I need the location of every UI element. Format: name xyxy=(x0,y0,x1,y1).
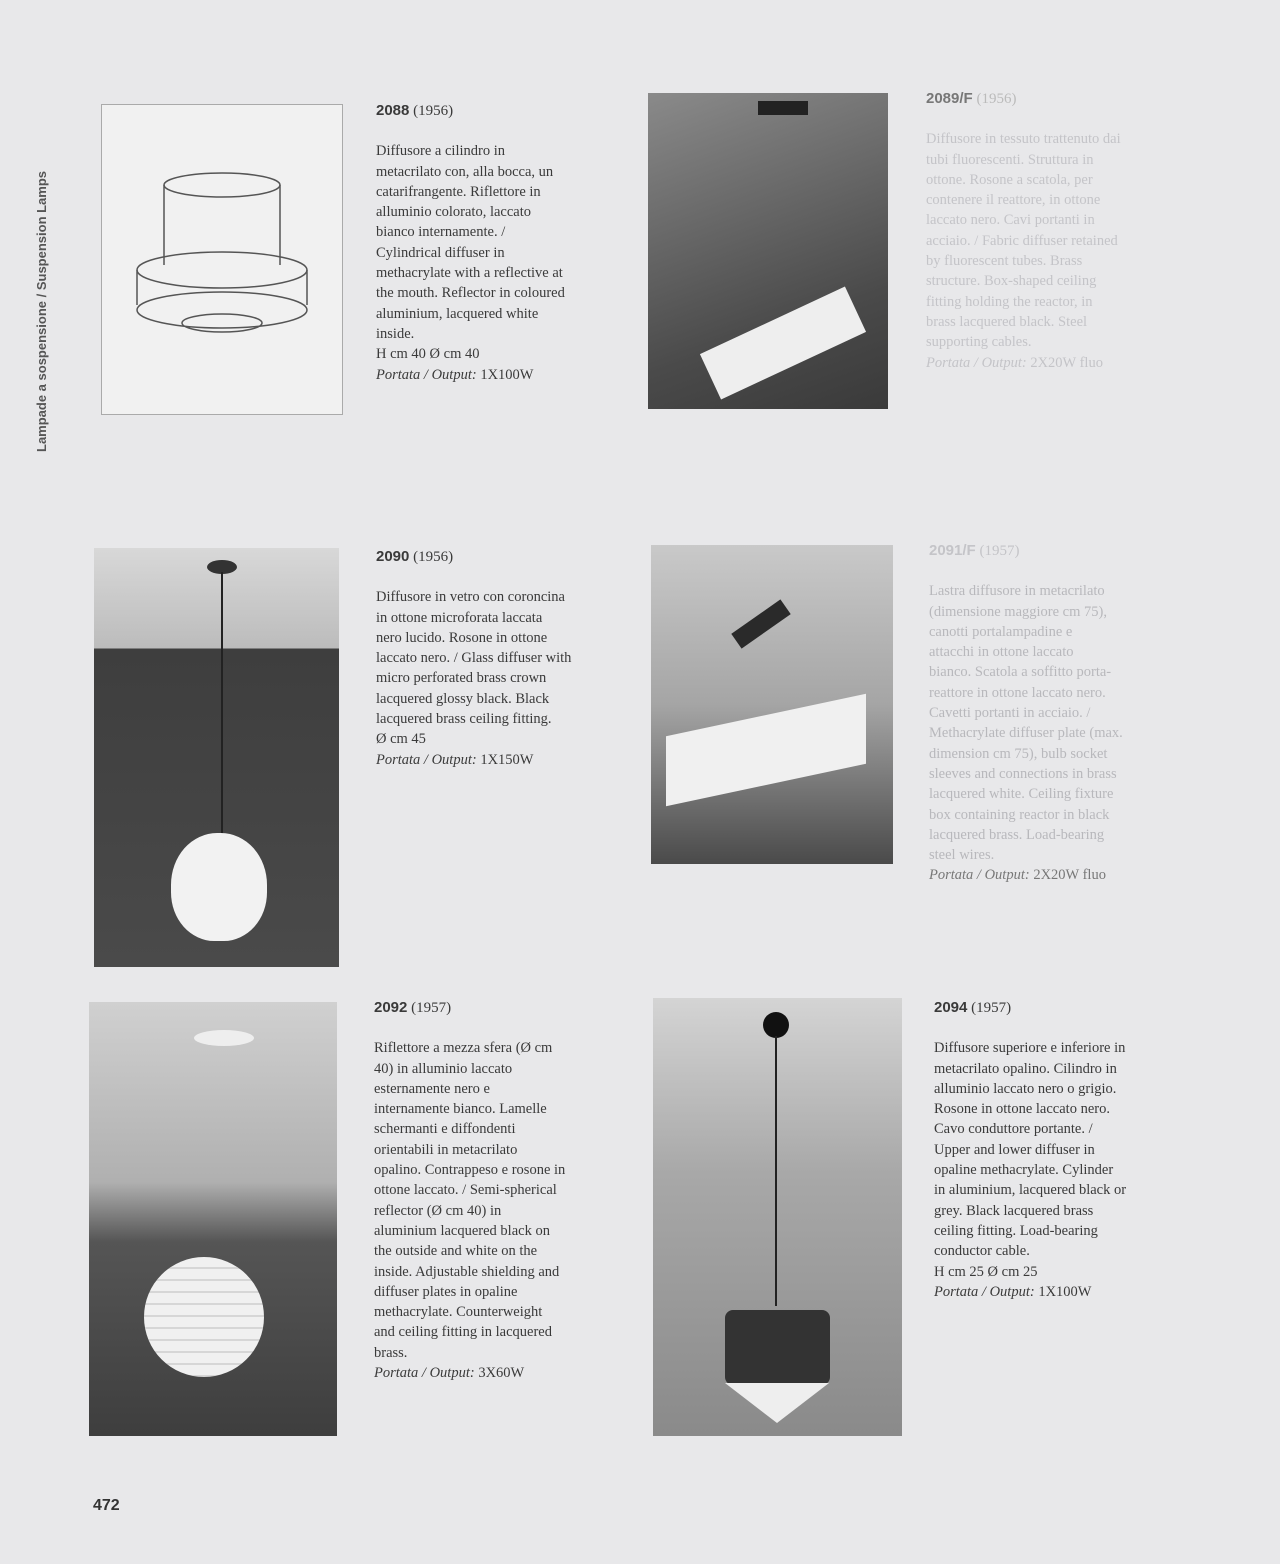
entry-2088-part-part: Portata / Output: xyxy=(376,366,477,383)
lamp-2089f-photo-part xyxy=(758,101,808,115)
entry-2091f xyxy=(929,541,1179,886)
entry-2090-part xyxy=(376,750,626,770)
lamp-2088-sketch xyxy=(101,104,343,415)
entry-2092-part xyxy=(374,998,624,1018)
entry-2089f-part-part: 2089/F xyxy=(926,90,973,107)
entry-2091f-part: Lastra diffusore in metacrilato (dimensione maggiore cm 75), canotti portalampadine e attacchi in ottone laccato bianco. Scatola a soffitto porta- reattore in ottone laccato nero. Cavetti portanti in acciaio. / Methacrylate diffuser plate (max. dimension cm 75), bulb socket sleeves and connections in brass lacquered white. Ceiling fixture box containing reactor in black lacquered brass. Load-bearing steel wires. xyxy=(929,583,1123,864)
lamp-2091f-photo xyxy=(651,545,893,864)
entry-2089f-part-part: 2X20W fluo xyxy=(1030,354,1103,371)
entry-2092 xyxy=(374,998,624,1383)
entry-2091f-part-part: 2091/F xyxy=(929,542,976,559)
lamp-2088-sketch-part xyxy=(102,105,342,414)
entry-2090-part xyxy=(376,547,626,567)
entry-2090-part-part: 1X150W xyxy=(480,751,534,768)
entry-2091f-part xyxy=(929,541,1179,561)
lamp-2094-photo-part xyxy=(775,1036,777,1306)
entry-2091f-part xyxy=(929,865,1179,885)
lamp-2094-photo xyxy=(653,998,902,1436)
entry-2092-part-part: 3X60W xyxy=(478,1365,525,1382)
lamp-2094-photo-part xyxy=(725,1310,830,1385)
lamp-2091f-photo-part xyxy=(731,599,790,648)
entry-2088-part-part: (1956) xyxy=(413,103,454,119)
entry-2092-part-part: Portata / Output: xyxy=(374,1365,475,1382)
lamp-2089f-photo-part xyxy=(700,287,866,400)
entry-2089f-part xyxy=(926,353,1176,373)
lamp-2088-sketch-part-part-part xyxy=(137,252,307,288)
entry-2089f xyxy=(926,89,1176,373)
lamp-2092-photo-part xyxy=(194,1030,254,1046)
entry-2092-part xyxy=(374,1363,624,1383)
entry-2094 xyxy=(934,998,1184,1302)
entry-2090-part: Diffusore in vetro con coroncina in ottone microforata laccata nero lucido. Rosone in ottone laccato nero. / Glass diffuser with micro perforated brass crown lacquered glossy black. Black lacquered brass ceiling fitting. Ø cm 45 xyxy=(376,589,572,748)
lamp-2088-sketch-part-part xyxy=(137,173,307,332)
entry-2088-part xyxy=(376,101,626,121)
entry-2094-part xyxy=(934,1282,1184,1302)
entry-2094-part-part: 1X100W xyxy=(1038,1283,1092,1300)
entry-2089f-part-part: Portata / Output: xyxy=(926,354,1027,371)
entry-2088-part-part: 2088 xyxy=(376,102,410,119)
lamp-2088-sketch-part-part-part xyxy=(164,173,280,197)
entry-2091f-part-part: 2X20W fluo xyxy=(1033,867,1106,884)
lamp-2091f-photo-part xyxy=(666,694,866,807)
lamp-2088-sketch-part-part-part xyxy=(137,292,307,328)
entry-2088-part: Diffusore a cilindro in metacrilato con, alla bocca, un catarifrangente. Riflettore in alluminio colorato, laccato bianco internamente. / Cylindrical diffuser in methacrylate with a reflective at the mouth. Reflector in coloured aluminium, lacquered white inside. H cm 40 Ø cm 40 xyxy=(376,143,565,363)
entry-2094-part xyxy=(934,998,1184,1018)
entry-2091f-part-part: (1957) xyxy=(979,543,1020,559)
entry-2091f-part-part: Portata / Output: xyxy=(929,867,1030,884)
lamp-2092-photo-part xyxy=(144,1257,264,1377)
section-label: Lampade a sospensione / Suspension Lamps xyxy=(34,170,49,452)
entry-2094-part-part: (1957) xyxy=(971,1000,1012,1016)
entry-2092-part-part: 2092 xyxy=(374,999,408,1016)
entry-2094-part-part: Portata / Output: xyxy=(934,1283,1035,1300)
entry-2089f-part xyxy=(926,89,1176,109)
entry-2090-part-part: (1956) xyxy=(413,549,454,565)
entry-2092-part: Riflettore a mezza sfera (Ø cm 40) in alluminio laccato esternamente nero e internamente bianco. Lamelle schermanti e diffondenti orientabili in metacrilato opalino. Contrappeso e rosone in ottone laccato. / Semi-spherical reflector (Ø cm 40) in aluminium lacquered black on the outside and white on the inside. Adjustable shielding and diffuser plates in opaline methacrylate. Counterweight and ceiling fitting in lacquered brass. xyxy=(374,1040,566,1361)
lamp-2094-photo-part xyxy=(725,1383,829,1423)
page-number: 472 xyxy=(93,1497,120,1514)
entry-2090 xyxy=(376,547,626,770)
lamp-2090-photo-part xyxy=(171,833,267,941)
lamp-2090-photo-part xyxy=(221,572,223,862)
entry-2088-part xyxy=(376,365,626,385)
lamp-2094-photo-part xyxy=(763,1012,789,1038)
entry-2090-part-part: 2090 xyxy=(376,548,410,565)
lamp-2090-photo xyxy=(94,548,339,967)
entry-2092-part-part: (1957) xyxy=(411,1000,452,1016)
entry-2089f-part: Diffusore in tessuto trattenuto dai tubi fluorescenti. Struttura in ottone. Rosone a scatola, per contenere il reattore, in ottone laccato nero. Cavi portanti in acciaio. / Fabric diffuser retained by fluorescent tubes. Brass structure. Box-shaped ceiling fitting holding the reactor, in brass lacquered black. Steel supporting cables. xyxy=(926,131,1121,351)
entry-2090-part-part: Portata / Output: xyxy=(376,751,477,768)
entry-2088-part-part: 1X100W xyxy=(480,366,534,383)
lamp-2088-sketch-part-part-part xyxy=(182,314,262,332)
lamp-2089f-photo xyxy=(648,93,888,409)
entry-2094-part-part: 2094 xyxy=(934,999,968,1016)
lamp-2092-photo xyxy=(89,1002,337,1436)
entry-2088 xyxy=(376,101,626,385)
entry-2094-part: Diffusore superiore e inferiore in metacrilato opalino. Cilindro in alluminio laccato nero o grigio. Rosone in ottone laccato nero. Cavo conduttore portante. / Upper and lower diffuser in opaline methacrylate. Cylinder in aluminium, lacquered black or grey. Black lacquered brass ceiling fitting. Load-bearing conductor cable. H cm 25 Ø cm 25 xyxy=(934,1040,1127,1280)
entry-2089f-part-part: (1956) xyxy=(976,91,1017,107)
